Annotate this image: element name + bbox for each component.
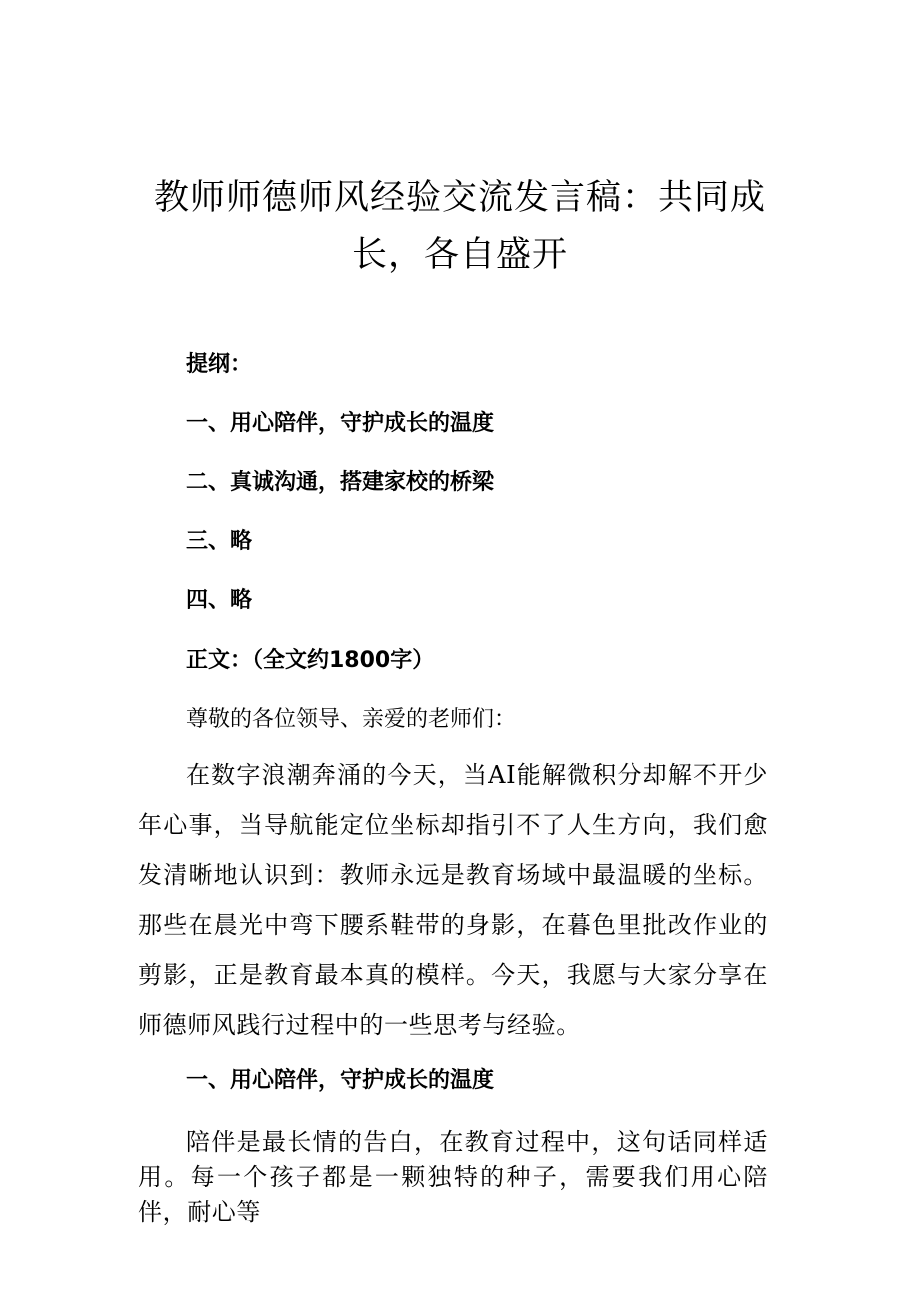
outline-label: 提纲： [186,352,253,377]
body-label: 正文：（全文约1800字） [186,648,435,673]
outline-item-3: 三、略 [186,529,253,554]
salutation: 尊敬的各位领导、亲爱的老师们： [186,707,517,732]
outline-item-4: 四、略 [186,588,253,613]
outline-item-1: 一、用心陪伴，守护成长的温度 [186,411,495,436]
section-paragraph: 陪伴是最长情的告白，在教育过程中，这句话同样适用。每一个孩子都是一颗独特的种子，需要我们用心陪伴，耐心等 [138,1128,768,1226]
section-heading: 一、用心陪伴，守护成长的温度 [186,1068,495,1093]
intro-paragraph: 在数字浪潮奔涌的今天，当AI能解微积分却解不开少年心事，当导航能定位坐标却指引不了人生方向，我们愈发清晰地认识到：教师永远是教育场域中最温暖的坐标。那些在晨光中弯下腰系鞋带的身影，在暮色里批改作业的剪影，正是教育最本真的模样。今天，我愿与大家分享在师德师风践行过程中的一些思考与经验。 [138,761,768,1039]
document-title: 教师师德师风经验交流发言稿：共同成长，各自盛开 [153,178,766,275]
outline-item-2: 二、真诚沟通，搭建家校的桥梁 [186,470,495,495]
